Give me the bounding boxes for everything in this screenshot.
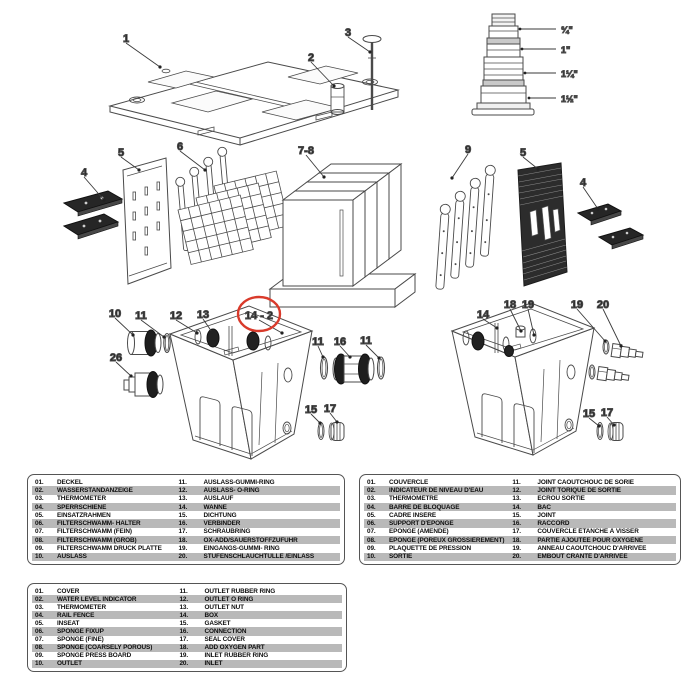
part-name: ADD OXYGEN PART xyxy=(204,644,265,652)
part-name: THERMOMÈTRE xyxy=(389,495,438,503)
part-number: 17. xyxy=(178,528,188,536)
part-number: 12. xyxy=(179,595,189,603)
part-number: 13. xyxy=(512,495,521,503)
gasket-seal-left-drawing xyxy=(318,423,344,442)
part-name: JOINT xyxy=(537,511,556,519)
part-number: 04. xyxy=(35,503,44,511)
part-number: 04. xyxy=(35,611,44,619)
callout-label: 7-8 xyxy=(298,145,314,157)
part-number: 03. xyxy=(367,495,376,503)
parts-row xyxy=(364,553,676,561)
gasket-seal-right-drawing xyxy=(597,423,623,442)
part-name: JOINT TORIQUE DE SORTIE xyxy=(537,486,621,494)
part-name: EINGANGS-GUMMI- RING xyxy=(203,545,280,553)
part-number: 05. xyxy=(35,619,44,627)
part-number: 01. xyxy=(35,587,44,595)
part-name: AUSLAUF xyxy=(203,495,234,503)
part-number: 08. xyxy=(367,536,376,544)
part-number: 09. xyxy=(35,652,44,660)
part-name: PLAQUETTE DE PRESSION xyxy=(389,545,472,553)
part-number: 05. xyxy=(367,511,376,519)
part-name: INSEAT xyxy=(57,619,80,627)
part-number: 18. xyxy=(178,536,188,544)
callout-label: 2 xyxy=(307,52,315,64)
callout-label: 12 xyxy=(169,310,183,322)
parts-row xyxy=(32,587,342,595)
parts-row xyxy=(364,544,676,552)
part-number: 01. xyxy=(35,478,44,486)
callout-26 xyxy=(110,352,133,378)
callout-label: 4 xyxy=(579,177,587,189)
part-name: ANNEAU CAOUTCHOUC D'ARRIVÉE xyxy=(537,545,647,553)
part-name: FILTERSCHWAMM (FEIN) xyxy=(57,528,132,536)
part-name: OX-ADD/SAUERSTOFFZUFUHR xyxy=(203,536,298,544)
parts-row xyxy=(32,519,340,527)
part-number: 10. xyxy=(35,553,44,561)
parts-row xyxy=(364,495,676,503)
callout-4 xyxy=(580,177,600,211)
part-name: OUTLET NUT xyxy=(204,603,244,611)
part-name: EPONGE (AMENDE) xyxy=(389,528,449,536)
part-name: OUTLET O RING xyxy=(204,595,254,603)
part-name: SPONGE (FINE) xyxy=(57,636,104,644)
part-name: SEAL COVER xyxy=(204,636,245,644)
parts-table-german xyxy=(27,474,345,565)
filter-box-right-drawing xyxy=(452,303,594,455)
part-number: 15. xyxy=(179,619,189,627)
callout-17 xyxy=(324,403,339,424)
part-name: VERBINDER xyxy=(203,520,241,528)
part-name: WANNE xyxy=(203,503,227,511)
part-name: INLET xyxy=(204,660,223,668)
part-name: GASKET xyxy=(204,619,231,627)
callout-label: 14 - 2 xyxy=(244,310,274,322)
part-number: 20. xyxy=(512,553,521,561)
part-name: COVER xyxy=(57,587,80,595)
part-name: SPERRSCHIENE xyxy=(57,503,107,511)
part-number: 05. xyxy=(35,511,44,519)
callout-6 xyxy=(177,141,207,172)
callout-17 xyxy=(601,407,616,427)
part-number: 06. xyxy=(367,520,376,528)
part-name: THERMOMETER xyxy=(57,495,106,503)
part-number: 12. xyxy=(512,486,521,494)
part-number: 14. xyxy=(179,611,189,619)
parts-row xyxy=(32,536,340,544)
part-number: 20. xyxy=(178,553,188,561)
part-name: BAC xyxy=(537,503,551,511)
part-number: 09. xyxy=(35,545,44,553)
parts-row xyxy=(32,644,342,652)
hose-size-text: ¾" xyxy=(561,25,573,35)
part-name: BARRE DE BLOQUAGE xyxy=(389,503,460,511)
callout-label: 20 xyxy=(596,299,610,311)
parts-row xyxy=(32,495,340,503)
parts-row xyxy=(364,511,676,519)
part-name: RAIL FENCE xyxy=(57,611,95,619)
part-name: ECROU SORTIE xyxy=(537,495,585,503)
part-number: 16. xyxy=(178,520,188,528)
part-name: CONNECTION xyxy=(204,628,247,636)
callout-11 xyxy=(312,336,324,359)
parts-row xyxy=(32,652,342,660)
part-number: 02. xyxy=(35,595,44,603)
part-number: 16. xyxy=(512,520,521,528)
callout-label: 11 xyxy=(312,336,324,348)
connection-coupler-drawing xyxy=(321,354,385,384)
part-name: STUFENSCHLAUCHTÜLLE /EINLASS xyxy=(203,553,314,561)
part-number: 09. xyxy=(367,545,376,553)
part-name: AUSLASS xyxy=(57,553,87,561)
callout-label: 11 xyxy=(135,310,147,322)
part-number: 03. xyxy=(35,603,44,611)
sponge-stack-drawing xyxy=(270,164,415,307)
parts-row xyxy=(32,553,340,561)
parts-row xyxy=(364,478,676,486)
part-name: OUTLET RUBBER RING xyxy=(204,587,276,595)
parts-table-english xyxy=(27,583,347,672)
part-name: SORTIE xyxy=(389,553,413,561)
parts-row xyxy=(32,636,342,644)
part-number: 08. xyxy=(35,536,44,544)
part-number: 14. xyxy=(178,503,188,511)
sponge-holder-grids-drawing xyxy=(175,147,289,265)
part-name: FILTERSCHWAMM (GROB) xyxy=(57,536,137,544)
hose-size-label xyxy=(519,25,573,35)
parts-row xyxy=(32,603,342,611)
part-number: 03. xyxy=(35,495,44,503)
part-number: 10. xyxy=(35,660,44,668)
part-number: 06. xyxy=(35,628,44,636)
parts-row xyxy=(364,519,676,527)
part-number: 15. xyxy=(512,511,521,519)
part-name: COUVERCLE xyxy=(389,478,429,486)
callout-label: 4 xyxy=(80,167,88,179)
part-name: AUSLASS- O-RING xyxy=(203,486,260,494)
parts-row xyxy=(32,486,340,494)
part-name: FILTERSCHWAMM DRUCK PLATTE xyxy=(57,545,162,553)
part-name: FILTERSCHWAMM- HALTER xyxy=(57,520,141,528)
part-number: 07. xyxy=(35,636,44,644)
hose-size-label xyxy=(521,45,571,55)
part-number: 18. xyxy=(512,536,521,544)
part-number: 11. xyxy=(512,478,521,486)
part-number: 14. xyxy=(512,503,521,511)
part-name: SUPPORT D'ÉPONGE xyxy=(389,520,454,528)
part-number: 19. xyxy=(179,652,189,660)
part-number: 11. xyxy=(179,587,188,595)
part-number: 16. xyxy=(179,628,189,636)
callout-label: 16 xyxy=(333,336,347,348)
part-number: 17. xyxy=(179,636,189,644)
hose-size-text: 1" xyxy=(561,45,571,55)
callout-10 xyxy=(109,308,135,337)
parts-row xyxy=(32,528,340,536)
cover-drawing xyxy=(110,62,398,145)
callout-label: 17 xyxy=(600,407,614,419)
parts-row xyxy=(32,660,342,668)
part-name: AUSLASS-GUMMI-RING xyxy=(203,478,275,486)
callout-label: 18 xyxy=(503,299,517,311)
part-name: SPONGE (COARSELY POROUS) xyxy=(57,644,153,652)
callout-label: 19 xyxy=(570,299,584,311)
part-name: DICHTUNG xyxy=(203,511,237,519)
parts-row xyxy=(364,503,676,511)
part-number: 07. xyxy=(367,528,376,536)
part-name: BOX xyxy=(204,611,219,619)
parts-row xyxy=(32,478,340,486)
rail-plates-left-drawing xyxy=(64,191,122,239)
rail-plates-right-drawing xyxy=(578,204,643,249)
parts-row xyxy=(32,511,340,519)
callout-label: 15 xyxy=(582,408,596,420)
parts-row xyxy=(364,528,676,536)
water-level-indicator-drawing xyxy=(331,84,344,115)
parts-row xyxy=(364,486,676,494)
part-number: 15. xyxy=(178,511,188,519)
callout-label: 5 xyxy=(117,147,125,159)
part-name: DECKEL xyxy=(57,478,83,486)
callout-label: 10 xyxy=(108,308,122,320)
hose-size-text: 1½" xyxy=(561,94,578,104)
parts-row xyxy=(32,627,342,635)
callout-20 xyxy=(597,299,623,348)
part-name: EPONGE (POREUX GROSSIÈREMENT) xyxy=(389,536,505,544)
hose-size-label xyxy=(524,69,578,79)
parts-row xyxy=(364,536,676,544)
part-name: WATER LEVEL INDICATOR xyxy=(57,595,137,603)
part-number: 11. xyxy=(178,478,187,486)
callout-label: 3 xyxy=(344,27,352,39)
callout-label: 6 xyxy=(176,141,184,153)
inseat-panel-left-drawing xyxy=(123,158,171,284)
part-number: 02. xyxy=(367,486,376,494)
part-name: SPONGE PRESS BOARD xyxy=(57,652,132,660)
part-number: 04. xyxy=(367,503,376,511)
callout-label: 9 xyxy=(464,144,472,156)
part-name: CADRE INSÉRÉ xyxy=(389,511,437,519)
part-number: 02. xyxy=(35,486,44,494)
part-name: JOINT CAOUTCHOUC DE SORIE xyxy=(537,478,634,486)
part-number: 08. xyxy=(35,644,44,652)
part-name: EMBOUT CRANTÉ D'ARRIVÉE xyxy=(537,553,628,561)
callout-label: 15 xyxy=(304,404,318,416)
callout-15 xyxy=(583,408,601,428)
callout-label: 11 xyxy=(360,335,372,347)
callout-7-8 xyxy=(298,145,326,179)
part-number: 19. xyxy=(512,545,521,553)
part-name: INDICATEUR DE NIVEAU D'EAU xyxy=(389,486,484,494)
callout-9 xyxy=(450,144,471,180)
part-name: COUVERCLE ÉTANCHE À VISSER xyxy=(537,528,639,536)
part-number: 20. xyxy=(179,660,189,668)
part-name: OUTLET xyxy=(57,660,82,668)
callout-label: 19 xyxy=(521,299,535,311)
callout-label: 26 xyxy=(109,352,123,364)
callout-label: 14 xyxy=(476,309,490,321)
parts-row xyxy=(32,619,342,627)
parts-row xyxy=(32,611,342,619)
part-number: 18. xyxy=(179,644,189,652)
hose-size-label xyxy=(528,94,578,104)
callout-label: 17 xyxy=(323,403,337,415)
part-number: 13. xyxy=(178,495,188,503)
parts-row xyxy=(32,544,340,552)
part-name: SCHRAUBRING xyxy=(203,528,251,536)
part-name: SPONGE FIXUP xyxy=(57,628,104,636)
part-name: WASSERSTANDANZEIGE xyxy=(57,486,133,494)
callout-label: 1 xyxy=(122,33,130,45)
callout-label: 5 xyxy=(519,147,527,159)
part-number: 13. xyxy=(179,603,189,611)
press-boards-drawing xyxy=(435,165,496,289)
part-name: THERMOMETER xyxy=(57,603,106,611)
callout-label: 13 xyxy=(196,309,210,321)
part-name: INLET RUBBER RING xyxy=(204,652,269,660)
part-name: RACCORD xyxy=(537,520,570,528)
inseat-panel-right-drawing xyxy=(518,163,567,286)
part-name: EINSATZRAHMEN xyxy=(57,511,111,519)
part-number: 19. xyxy=(178,545,188,553)
callout-15 xyxy=(305,404,322,425)
inlet-tails-drawing xyxy=(589,340,644,384)
parts-table-french xyxy=(359,474,681,565)
part-number: 06. xyxy=(35,520,44,528)
parts-row xyxy=(32,595,342,603)
part-number: 12. xyxy=(178,486,188,494)
part-name: PARTIE AJOUTÉE POUR OXYGÈNE xyxy=(537,536,643,544)
part-number: 07. xyxy=(35,528,44,536)
part-number: 17. xyxy=(512,528,521,536)
part-number: 10. xyxy=(367,553,376,561)
parts-row xyxy=(32,503,340,511)
hose-size-text: 1¼" xyxy=(561,69,578,79)
part-number: 01. xyxy=(367,478,376,486)
callout-1 xyxy=(123,33,162,69)
